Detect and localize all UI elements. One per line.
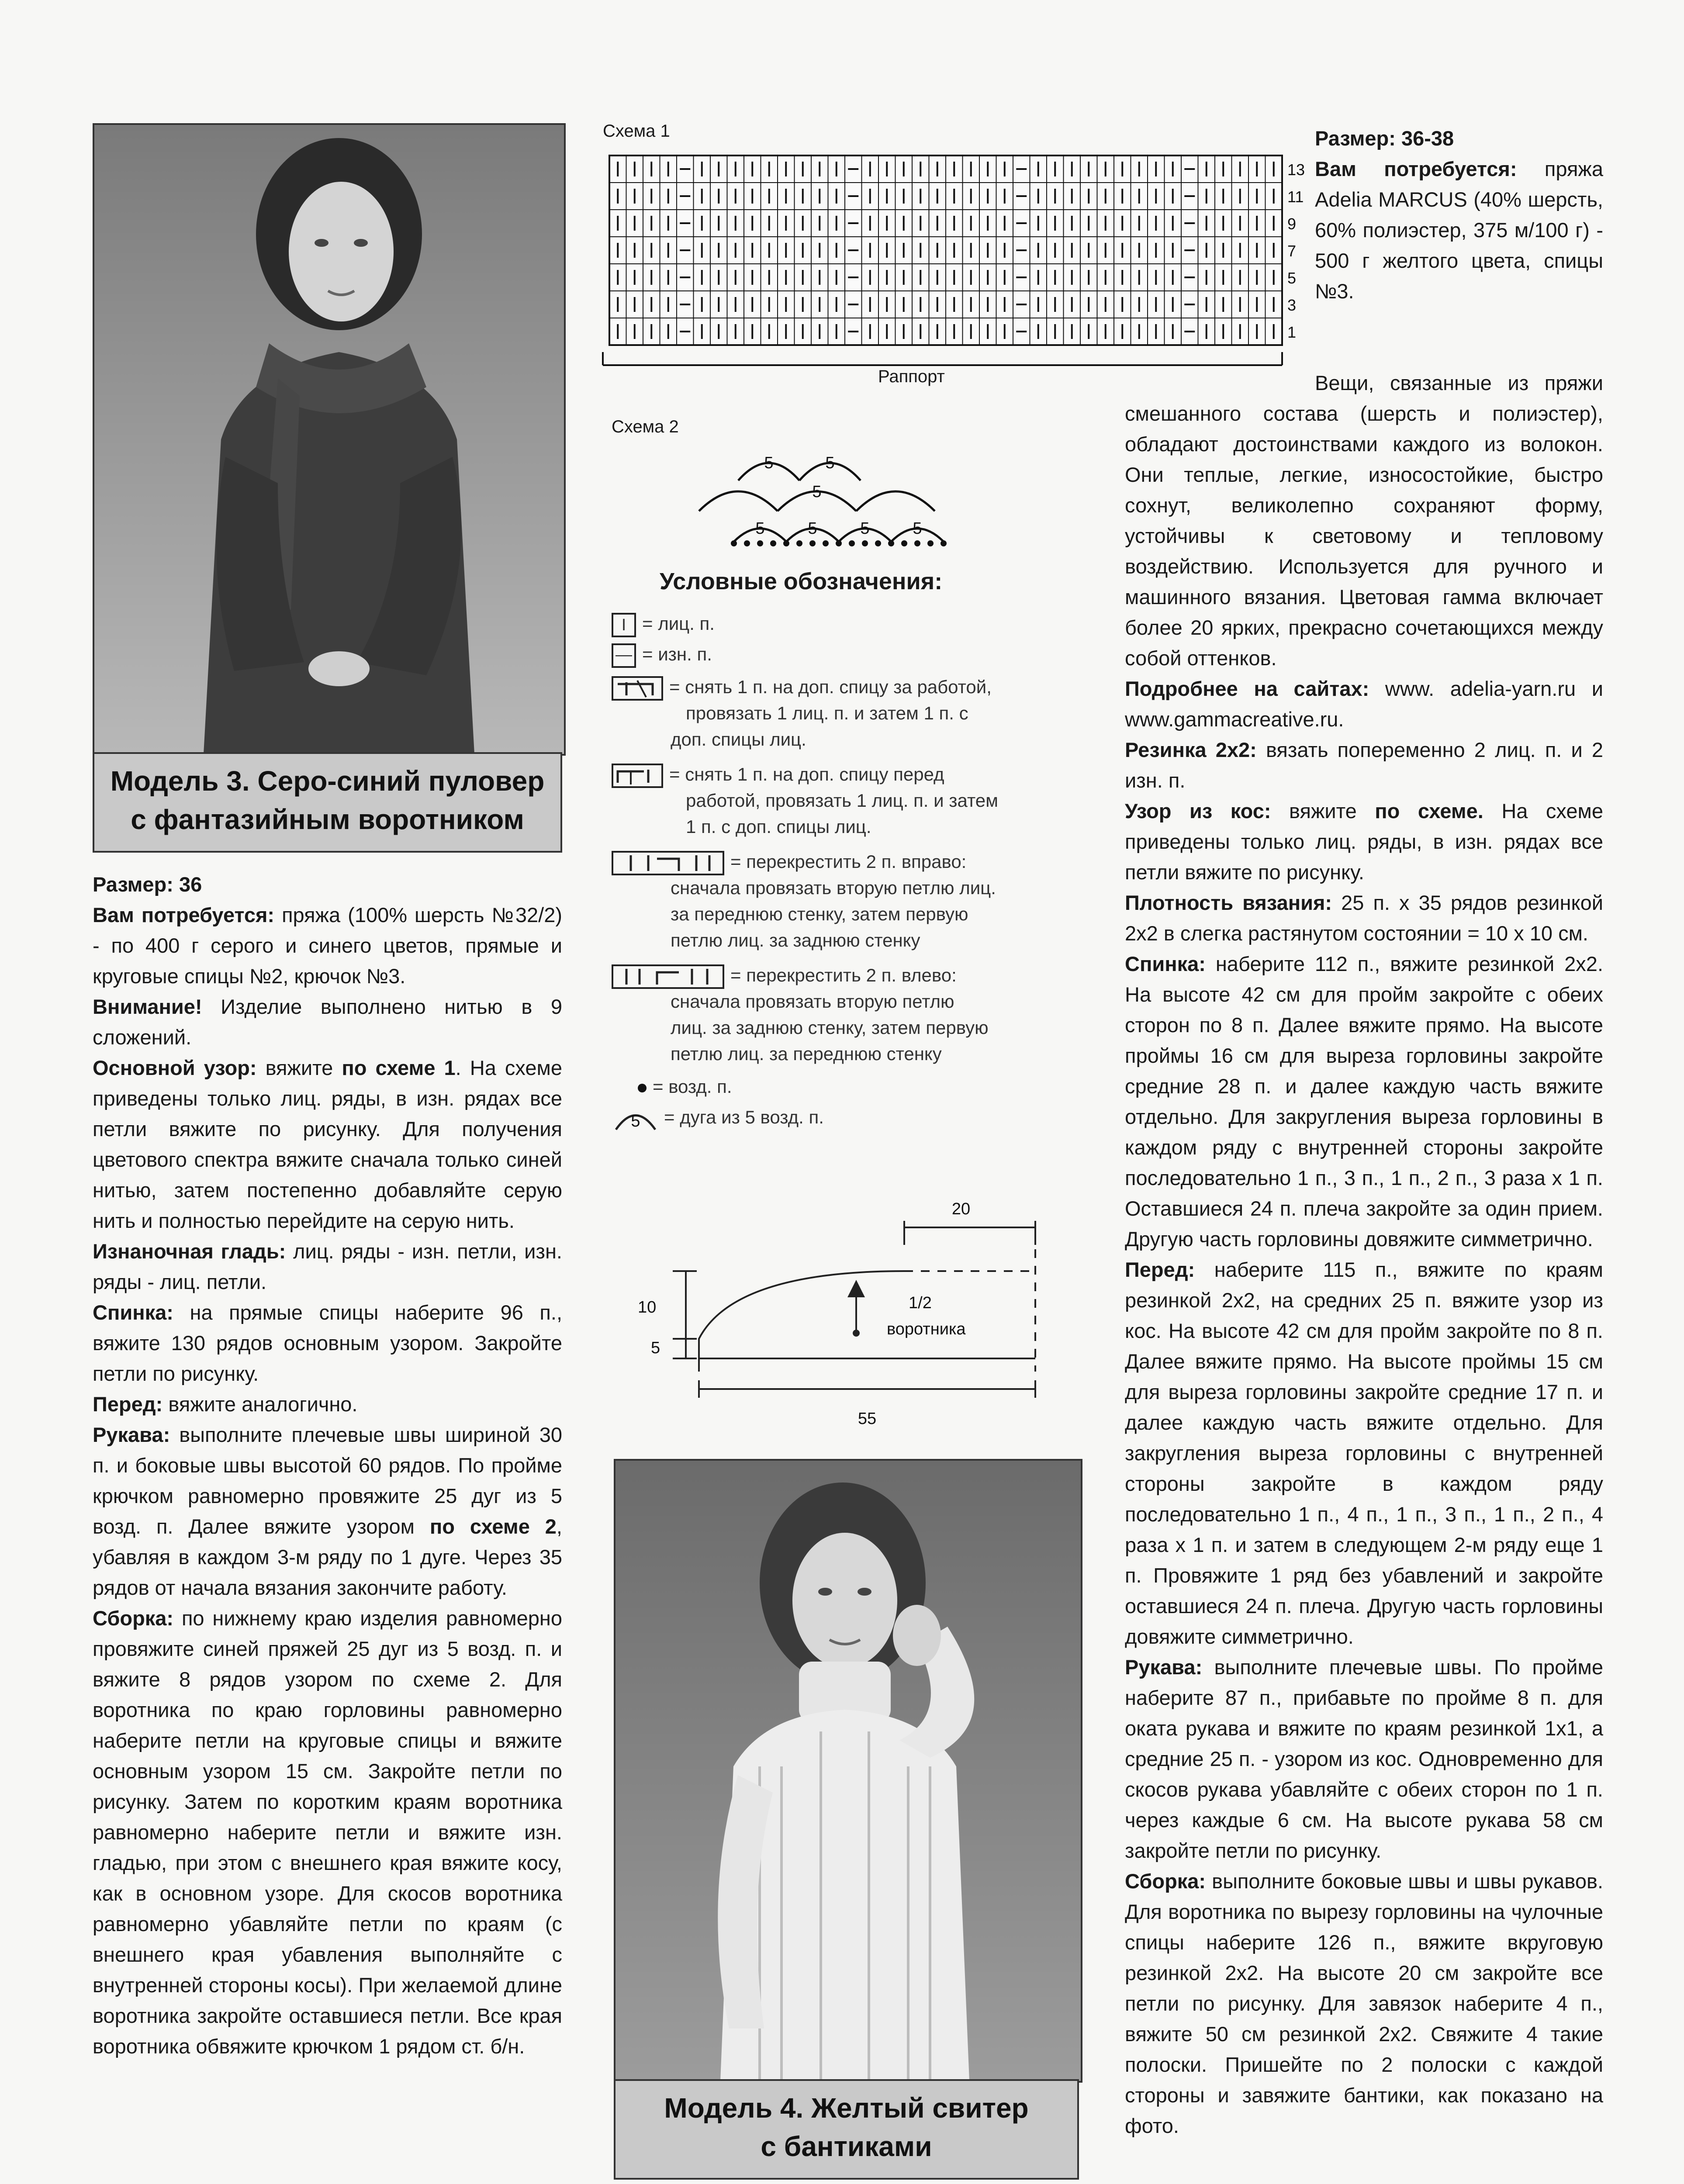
legend-cable-back-3: доп. спицы лиц. (671, 729, 806, 750)
cable-back-symbol-icon (612, 676, 663, 701)
schema2-arc-number: 5 (860, 519, 870, 538)
cable-front-symbol-icon (612, 764, 663, 788)
legend-purl: = изн. п. (642, 644, 712, 664)
legend-cable-back-1: = снять 1 п. на доп. спицу за работой, (669, 677, 992, 697)
m3-assembly-text: по нижнему краю изделия равномерно провяжите синей пряжей 25 дуг из 5 возд. п. и вяжите 8 рядов узором по схеме 2. Для воротника по краю горловины равномерно наберите петли на круговые спицы и вяжите основным узором 15 см. Закройте петли по рисунку. Затем по коротким краям воротника равномерно наберите петли и вяжите изн. гладью, при этом с внешнего края вяжите косу, как в основном узоре. Для скосов воротника равномерно убавляйте петли по краям (с внешнего края убавления выполняйте с внутренней стороны косы). При желаемой длине воротника закройте оставшиеся петли. Все края воротника обвяжите крючком 1 рядом ст. б/н. (93, 1607, 562, 2058)
m4-need-label: Вам потребуется: (1315, 157, 1517, 180)
legend-arc: = дуга из 5 возд. п. (664, 1107, 824, 1127)
schema1-row-number: 13 (1287, 161, 1305, 179)
m4-assembly-label: Сборка: (1125, 1870, 1206, 1893)
model4-photo-illustration (616, 1461, 1081, 2081)
m4-cable-text-a: вяжите (1289, 799, 1357, 822)
model4-text-top (1315, 123, 1603, 307)
legend-cable-front-2: работой, провязать 1 лиц. п. и затем (686, 790, 998, 811)
model3-caption-line1: Модель 3. Серо-синий пуловер (110, 765, 545, 797)
m3-main-text-b: по схеме 1 (342, 1056, 456, 1079)
m3-sleeve-text-a: выполните плечевые швы шириной 30 п. и боковые швы высотой 60 рядов. По пройме крючком равномерно провяжите 25 дуг из 5 возд. п. Далее вяжите узором (93, 1423, 562, 1538)
m3-purl-text: лиц. ряды - изн. петли, изн. ряды - лиц. петли. (93, 1240, 562, 1293)
m4-sites-label: Подробнее на сайтах: (1125, 677, 1369, 700)
legend-cross-left-4: петлю лиц. за переднюю стенку (671, 1044, 942, 1064)
m3-attention-text: Изделие выполнено нитью в 9 сложений. (93, 995, 562, 1049)
m3-assembly-label: Сборка: (93, 1607, 174, 1630)
schema2-arc-number: 5 (764, 454, 774, 472)
model4-text-column (1125, 368, 1603, 2141)
m4-density-label: Плотность вязания: (1125, 891, 1332, 914)
legend-cross-left-2: сначала провязать вторую петлю (671, 991, 954, 1012)
m3-purl-label: Изнаночная гладь: (93, 1240, 286, 1263)
m3-front-label: Перед: (93, 1393, 163, 1416)
model3-caption (93, 752, 562, 853)
arc-symbol-icon (612, 1106, 660, 1132)
schema2-chart (690, 437, 996, 559)
legend-cross-right-4: петлю лиц. за заднюю стенку (671, 930, 920, 950)
m4-size-label: Размер: (1315, 127, 1396, 150)
legend (612, 568, 1092, 1179)
legend-cross-left-3: лиц. за заднюю стенку, затем первую (671, 1017, 989, 1038)
arc-symbol-number: 5 (631, 1112, 640, 1130)
model4-caption-line2: с бантиками (761, 2131, 932, 2162)
m4-need-text: пряжа Adelia MARCUS (40% шерсть, 60% полиэстер, 375 м/100 г) - 500 г желтого цвета, спицы №3. (1315, 157, 1603, 303)
schema2-title: Схема 2 (612, 417, 679, 436)
legend-cross-left-1: = перекрестить 2 п. влево: (730, 965, 957, 985)
legend-cross-right-3: за переднюю стенку, затем первую (671, 904, 968, 924)
m3-size-label: Размер: (93, 873, 173, 896)
m4-front-text: наберите 115 п., вяжите по краям резинкой 2х2, на средних 25 п. вяжите узор из кос. На высоте 42 см для пройм закройте по 8 п. Далее вяжите прямо. На высоте проймы 15 см для выреза горловины закройте средние 17 п. и далее каждую часть вяжите отдельно. Для закругления выреза горловины с внутренней стороны закройте в каждом ряду последовательно 1 п., 4 п., 1 п., 3 п., 1 п., 2 п., 4 раза х 1 п. и затем в следующем 2-м ряду еще 1 п. Провяжите 1 ряд без убавлений и закройте оставшиеся 24 п. плеча. Другую часть горловины довяжите симметрично. (1125, 1258, 1603, 1648)
dim-left-5: 5 (651, 1339, 660, 1357)
m4-sleeve-text: выполните плечевые швы. По пройме наберите 87 п., прибавьте по пройме 8 п. для оката рукава и вяжите по краям резинкой 1х1, а средние 25 п. - узором из кос. Одновременно для скосов рукава убавляйте с обеих сторон по 1 п. через каждые 6 см. На высоте рукава 58 см закройте петли по рисунку. (1125, 1655, 1603, 1862)
schema1-row-number: 5 (1287, 269, 1297, 287)
legend-cross-right-2: сначала провязать вторую петлю лиц. (671, 878, 996, 898)
legend-title: Условные обозначения: (660, 568, 943, 594)
legend-cable-front-1: = снять 1 п. на доп. спицу перед (669, 764, 944, 784)
m3-size-value: 36 (179, 873, 202, 896)
legend-chain: = возд. п. (653, 1076, 732, 1097)
m4-cable-label: Узор из кос: (1125, 799, 1271, 822)
schema1-row-number: 11 (1287, 188, 1304, 206)
m3-main-label: Основной узор: (93, 1056, 257, 1079)
collar-label-b: воротника (887, 1320, 966, 1338)
knit-symbol-icon: I (612, 613, 636, 637)
collar-pattern-diagram (620, 1197, 1079, 1441)
m4-back-text: наберите 112 п., вяжите резинкой 2х2. На высоте 42 см для пройм закройте с обеих сторон по 8 п. Далее вяжите прямо. На высоте проймы 16 см для выреза горловины закройте средние 28 п. и далее каждую часть вяжите отдельно. Для закругления выреза горловины в каждом ряду с внутренней стороны закройте последовательно 1 п., 3 п., 1 п., 2 п., 3 раза х 1 п. Оставшиеся 24 п. плеча закройте за один прием. Другую часть горловины довяжите симметрично. (1125, 952, 1604, 1251)
model3-photo-illustration (94, 125, 564, 754)
legend-cable-back-2: провязать 1 лиц. п. и затем 1 п. с (686, 703, 968, 723)
m4-rib-text: вязать попеременно 2 лиц. п. и 2 изн. п. (1125, 738, 1603, 792)
m3-back-label: Спинка: (93, 1301, 173, 1324)
model3-caption-line2: с фантазийным воротником (131, 804, 524, 835)
schema1-chart (603, 147, 1305, 391)
model4-caption (614, 2079, 1079, 2180)
schema1-row-number: 7 (1287, 242, 1297, 260)
m4-desc-text: Вещи, связанные из пряжи смешанного состава (шерсть и полиэстер), обладают достоинствами каждого из волокон. Они теплые, легкие, износостойкие, быстро сохнут, великолепно сохраняют форму, устойчивы к световому и тепловому воздействию. Используется для ручного и машинного вязания. Цветовая гамма включает более 20 ярких, прекрасно сочетающихся между собой оттенков. (1125, 371, 1603, 670)
model3-text-column (93, 869, 562, 2062)
m4-front-label: Перед: (1125, 1258, 1195, 1281)
schema1-row-number: 9 (1287, 215, 1297, 233)
m4-back-label: Спинка: (1125, 952, 1206, 975)
m4-cable-text-b: по схеме. (1375, 799, 1483, 822)
model3-photo (93, 123, 566, 756)
legend-cross-right-1: = перекрестить 2 п. вправо: (730, 851, 967, 872)
m3-main-text-a: вяжите (265, 1056, 333, 1079)
schema2-arc-number: 5 (825, 454, 835, 472)
chain-dot-icon (638, 1084, 647, 1092)
model4-caption-line1: Модель 4. Желтый свитер (664, 2092, 1029, 2124)
schema1-repeat-label: Раппорт (878, 367, 945, 386)
schema2-arc-number: 5 (808, 519, 817, 538)
m3-need-text: пряжа (100% шерсть №32/2) - по 400 г серого и синего цветов, прямые и круговые спицы №2, крючок №3. (93, 903, 563, 988)
purl-symbol-icon: — (612, 643, 636, 668)
m4-sites-text: www. adelia-yarn.ru и www.gammacreative.ru. (1125, 677, 1603, 731)
legend-knit: = лиц. п. (642, 613, 715, 634)
schema1-title: Схема 1 (603, 121, 670, 141)
m3-front-text: вяжите аналогично. (168, 1393, 358, 1416)
model4-photo (614, 1459, 1082, 2083)
m4-size-value: 36-38 (1401, 127, 1454, 150)
m3-sleeve-text-c: , убавляя в каждом 3-м ряду по 1 дуге. Через 35 рядов от начала вязания закончите работу. (93, 1515, 562, 1599)
schema1-row-number: 1 (1287, 323, 1297, 341)
m3-sleeve-label: Рукава: (93, 1423, 170, 1446)
schema2-arc-number: 5 (755, 519, 765, 538)
dim-left-10: 10 (638, 1298, 657, 1317)
schema2-arc-number: 5 (913, 519, 922, 538)
m3-main-text-c: . На схеме приведены только лиц. ряды, в изн. рядах все петли вяжите по рисунку. Для получения цветового спектра вяжите сначала только синей нитью, затем постепенно добавляйте серую нить и полностью перейдите на серую нить. (93, 1056, 562, 1232)
m4-sleeve-label: Рукава: (1125, 1655, 1203, 1679)
m3-need-label: Вам потребуется: (93, 903, 275, 926)
m4-rib-label: Резинка 2х2: (1125, 738, 1257, 761)
schema2-arc-number: 5 (812, 483, 822, 501)
cross-right-symbol-icon (612, 851, 724, 875)
m3-back-text: на прямые спицы наберите 96 п., вяжите 130 рядов основным узором. Закройте петли по рисунку. (93, 1301, 562, 1385)
dim-top: 20 (951, 1200, 971, 1218)
m4-assembly-text: выполните боковые швы и швы рукавов. Для воротника по вырезу горловины на чулочные спицы наберите 126 п., вяжите вкруговую резинкой 2х2. На высоте 20 см закройте все петли по рисунку. Для завязок наберите 4 п., вяжите 50 см резинкой 2х2. Свяжите 4 такие полоски. Пришейте по 2 полоски с каждой стороны и завяжите бантики, как показано на фото. (1125, 1870, 1603, 2137)
cross-left-symbol-icon (612, 964, 724, 989)
collar-label-a: 1/2 (909, 1294, 932, 1312)
m3-sleeve-text-b: по схеме 2 (429, 1515, 557, 1538)
m4-cable-text-c: На схеме приведены только лиц. ряды, в изн. рядах все петли вяжите по рисунку. (1125, 799, 1603, 884)
m4-density-text: 25 п. х 35 рядов резинкой 2х2 в слегка растянутом состоянии = 10 х 10 см. (1125, 891, 1603, 945)
schema1-row-number: 3 (1287, 296, 1297, 314)
dim-bottom: 55 (858, 1410, 877, 1428)
m3-attention-label: Внимание! (93, 995, 202, 1018)
legend-cable-front-3: 1 п. с доп. спицы лиц. (686, 816, 871, 837)
